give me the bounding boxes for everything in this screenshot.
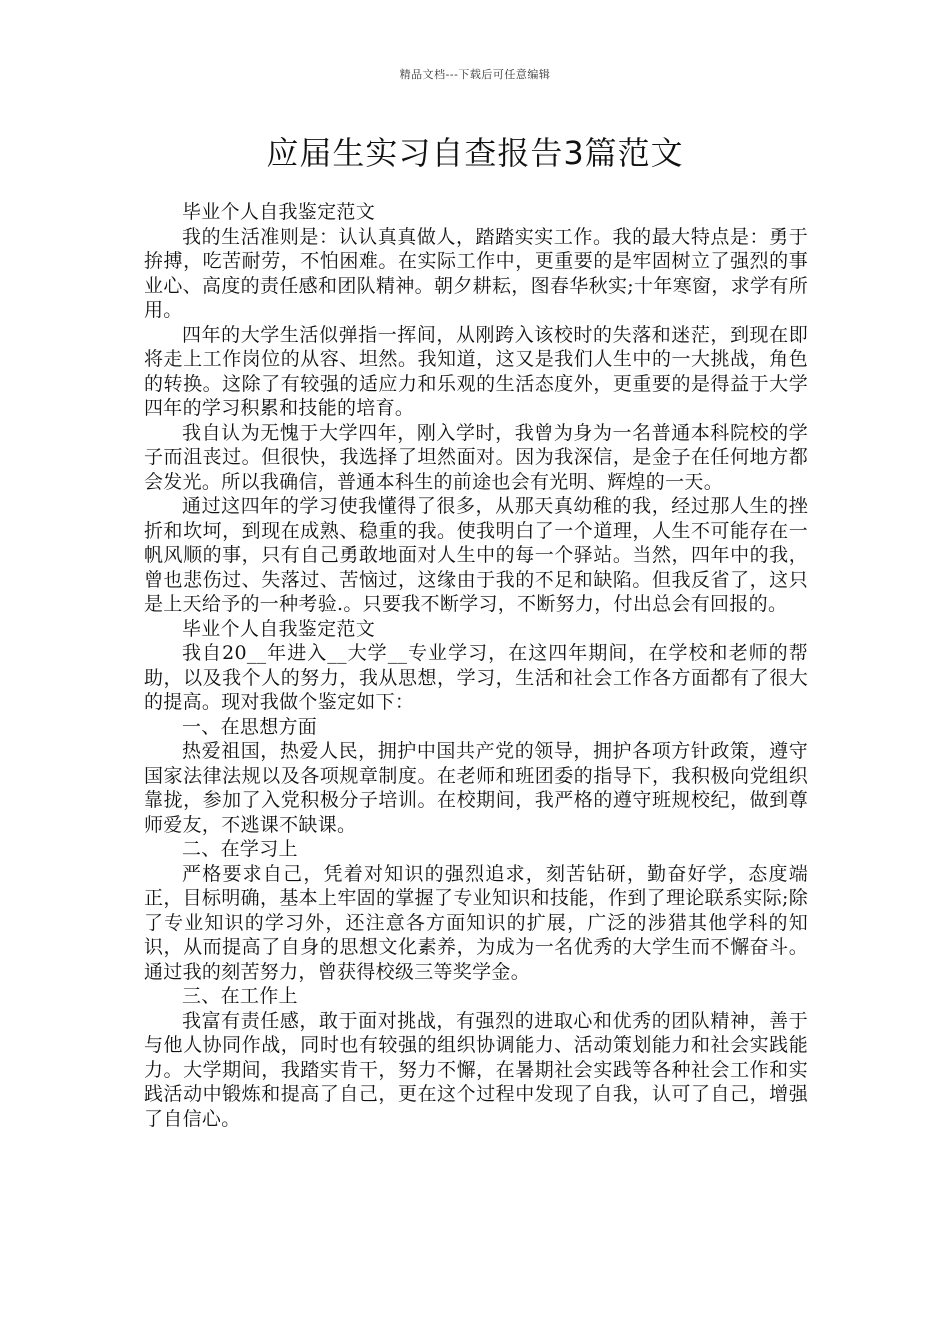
section-heading: 毕业个人自我鉴定范文 [182,617,376,640]
section-heading: 毕业个人自我鉴定范文 [182,201,376,223]
paragraph: 通过这四年的学习使我懂得了很多，从那天真幼稚的我，经过那人生的挫折和坎坷，到现在成熟、稳重的我。使我明白了一个道理，人生不可能存在一帆风顺的事，只有自己勇敢地面对人生中的每一个驿站。当然，四年中的我，曾也悲伤过、失落过、苦恼过，这缘由于我的不足和缺陷。但我反省了，这只是上天给予的一种考验.。只要我不断学习，不断努力，付出总会有回报的。 [144,495,808,615]
paragraph: 我富有责任感，敢于面对挑战，有强烈的进取心和优秀的团队精神，善于与他人协同作战，同时也有较强的组织协调能力、活动策划能力和社会实践能力。大学期间，我踏实肯干，努力不懈，在暑期社会实践等各种社会工作和实践活动中锻炼和提高了自己，更在这个过程中发现了自我，认可了自己，增强了自信心。 [144,1009,808,1130]
paragraph: 我自认为无愧于大学四年，刚入学时，我曾为身为一名普通本科院校的学子而沮丧过。但很快，我选择了坦然面对。因为我深信，是金子在任何地方都会发光。所以我确信，普通本科生的前途也会有光明、辉煌的一天。 [144,421,808,493]
paragraph: 热爱祖国，热爱人民，拥护中国共产党的领导，拥护各项方针政策，遵守国家法律法规以及各项规章制度。在老师和班团委的指导下，我积极向党组织靠拢，参加了入党积极分子培训。在校期间，我严格的遵守班规校纪，做到尊师爱友，不逃课不缺课。 [144,740,808,836]
paragraph: 我的生活准则是：认认真真做人，踏踏实实工作。我的最大特点是：勇于拚搏，吃苦耐劳，不怕困难。在实际工作中，更重要的是牢固树立了强烈的事业心、高度的责任感和团队精神。朝夕耕耘，图春华秋实;十年寒窗，求学有所用。 [144,225,808,321]
paragraph: 我自20__年进入__大学__专业学习，在这四年期间，在学校和老师的帮助，以及我个人的努力，我从思想，学习，生活和社会工作各方面都有了很大的提高。现对我做个鉴定如下： [144,642,808,713]
section-heading: 三、在工作上 [182,985,298,1007]
document-body [144,200,808,1131]
paragraph: 严格要求自己，凭着对知识的强烈追求，刻苦钻研，勤奋好学，态度端正，目标明确，基本上牢固的掌握了专业知识和技能，作到了理论联系实际;除了专业知识的学习外，还注意各方面知识的扩展，广泛的涉猎其他学科的知识，从而提高了自身的思想文化素养，为成为一名优秀的大学生而不懈奋斗。通过我的刻苦努力，曾获得校级三等奖学金。 [144,862,808,983]
section-heading: 一、在思想方面 [182,715,318,738]
paragraph: 四年的大学生活似弹指一挥间，从刚跨入该校时的失落和迷茫，到现在即将走上工作岗位的从容、坦然。我知道，这又是我们人生中的一大挑战，角色的转换。这除了有较强的适应力和乐观的生活态度外，更重要的是得益于大学四年的学习积累和技能的培育。 [144,323,808,419]
section-heading: 二、在学习上 [182,838,298,860]
header-note: 精品文档---下载后可任意编辑 [399,68,551,81]
document-title: 应届生实习自查报告3篇范文 [266,134,684,172]
